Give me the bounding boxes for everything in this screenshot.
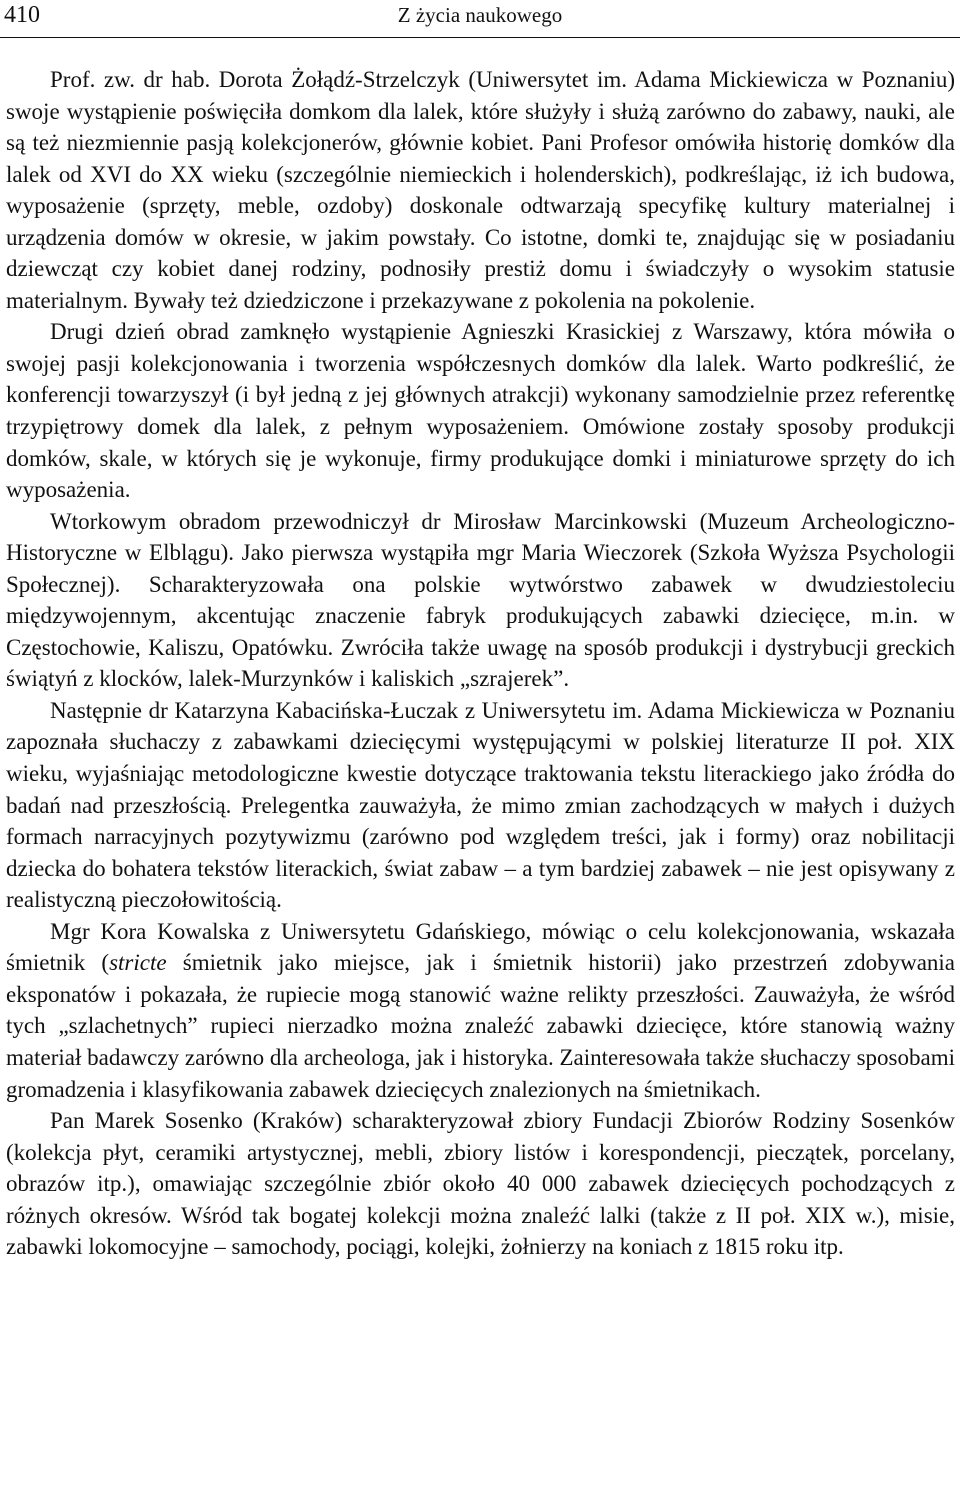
- paragraph-6: Pan Marek Sosenko (Kraków) scharakteryzował zbiory Fundacji Zbiorów Rodziny Sosenków (kolekcja płyt, ceramiki artystycznej, mebli, zbiory listów i korespondencji, pieczątek, porcelany, obrazów itp.), omawiając szczególnie zbiór około 40 000 zabawek dziecięcych pochodzących z różnych okresów. Wśród tak bogatej kolekcji można znaleźć lalki (także z II poł. XIX w.), misie, zabawki lokomocyjne – samochody, pociągi, kolejki, żołnierzy na koniach z 1815 roku itp.: [6, 1108, 955, 1260]
- page-number: 410: [4, 2, 40, 28]
- paragraph-3: Wtorkowym obradom przewodniczył dr Mirosław Marcinkowski (Muzeum Archeologiczno-Historyczne w Elblągu). Jako pierwsza wystąpiła mgr Maria Wieczorek (Szkoła Wyższa Psychologii Społecznej). Scharakteryzowała ona polskie wytwórstwo zabawek w dwudziestoleciu międzywojennym, akcentując znaczenie fabryk produkujących zabawki dziecięce, m.in. w Częstochowie, Kaliszu, Opatówku. Zwróciła także uwagę na sposób produkcji i dystrybucji greckich świątyń z klocków, lalek-Murzynków i kaliskich „szrajerek”.: [6, 508, 955, 692]
- running-head: Z życia naukowego: [397, 3, 563, 27]
- paragraph-5-text-after: śmietnik jako miejsce, jak i śmietnik historii) jako przestrzeń zdobywania eksponatów i pokazała, że rupiecie mogą stanowić ważne relikty przeszłości. Zauważyła, że wśród tych „szlachetnych” rupieci nierzadko można znaleźć zabawki dziecięce, które stanowią ważny materiał badawczy zarówno dla archeologa, jak i historyka. Zainteresowała także słuchaczy sposobami gromadzenia i klasyfikowania zabawek dziecięcych znalezionych na śmietnikach.: [6, 950, 955, 1102]
- article-body: [6, 64, 955, 1263]
- paragraph-1: Prof. zw. dr hab. Dorota Żołądź-Strzelczyk (Uniwersytet im. Adama Mickiewicza w Poznaniu) swoje wystąpienie poświęciła domkom dla lalek, które służyły i służą zarówno do zabawy, nauki, ale są też niezmiennie pasją kolekcjonerów, głównie kobiet. Pani Profesor omówiła historię domków dla lalek od XVI do XX wieku (szczególnie niemieckich i holenderskich), podkreślając, iż ich budowa, wyposażenie (sprzęty, meble, ozdoby) doskonale odtwarzają specyfikę kultury materialnej i urządzenia domów w okresie, w jakim powstały. Co istotne, domki te, znajdując się w posiadaniu dziewcząt czy kobiet danej rodziny, podnosiły prestiż domu i świadczyły o wysokim statusie materialnym. Bywały też dziedziczone i przekazywane z pokolenia na pokolenie.: [6, 67, 955, 313]
- page-header: [0, 0, 960, 44]
- paragraph-4: Następnie dr Katarzyna Kabacińska-Łuczak z Uniwersytetu im. Adama Mickiewicza w Poznaniu zapoznała słuchaczy z zabawkami dziecięcymi występującymi w polskiej literaturze II poł. XIX wieku, wyjaśniając metodologiczne kwestie dotyczące traktowania tekstu literackiego jako źródła do badań nad przeszłością. Prelegentka zauważyła, że mimo zmian zachodzących w małych i dużych formach narracyjnych pozytywizmu (zarówno pod względem treści, jak i formy) oraz nobilitacji dziecka do bohatera tekstów literackich, świat zabaw – a tym bardziej zabawek – nie jest opisywany z realistyczną pieczołowitością.: [6, 697, 955, 913]
- paragraph-5-italic-term: stricte: [109, 950, 167, 976]
- paragraph-5: [6, 916, 955, 1105]
- paragraph-5-text-before: Mgr Kora Kowalska z Uniwersytetu Gdańskiego, mówiąc o celu kolekcjonowania, wskazała śmietnik (: [6, 918, 955, 976]
- paragraph-2: Drugi dzień obrad zamknęło wystąpienie Agnieszki Krasickiej z Warszawy, która mówiła o swojej pasji kolekcjonowania i tworzenia współczesnych domków dla lalek. Warto podkreślić, że konferencji towarzyszył (i był jedną z jej głównych atrakcji) wykonany samodzielnie przez referentkę trzypiętrowy domek dla lalek, z pełnym wyposażeniem. Omówione zostały sposoby produkcji domków, skale, w których się je wykonuje, firmy produkujące domki i miniaturowe sprzęty do ich wyposażenia.: [6, 319, 955, 503]
- header-rule: [0, 37, 960, 38]
